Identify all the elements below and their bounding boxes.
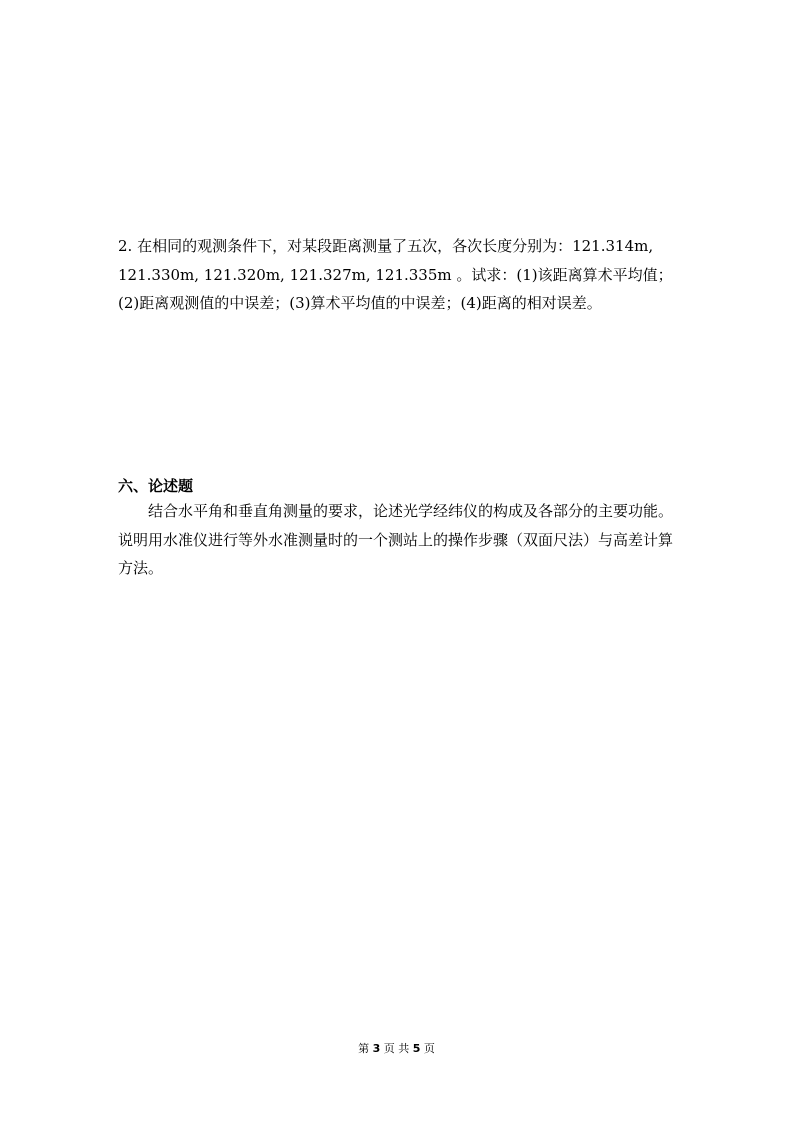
footer-total-pages: 5 [412,1042,421,1055]
question-2-text: 2. 在相同的观测条件下，对某段距离测量了五次，各次长度分别为：121.314m, 121.330m, 121.320m, 121.327m, 121.335m 。试求：(1)该距离算术平均值；(2)距离观测值的中误差；(3)算术平均值的中误差；(4)距离的相对误差。 [118,237,673,312]
footer-current-page: 3 [372,1042,381,1055]
page-footer [0,1041,793,1057]
footer-prefix: 第 [358,1042,370,1055]
essay-question-text: 结合水平角和垂直角测量的要求，论述光学经纬仪的构成及各部分的主要功能。说明用水准仪进行等外水准测量时的一个测站上的操作步骤（双面尺法）与高差计算方法。 [118,502,674,577]
section-title-essay: 六、论述题 [118,477,194,495]
footer-middle: 页 共 [383,1042,410,1055]
footer-suffix: 页 [423,1042,435,1055]
